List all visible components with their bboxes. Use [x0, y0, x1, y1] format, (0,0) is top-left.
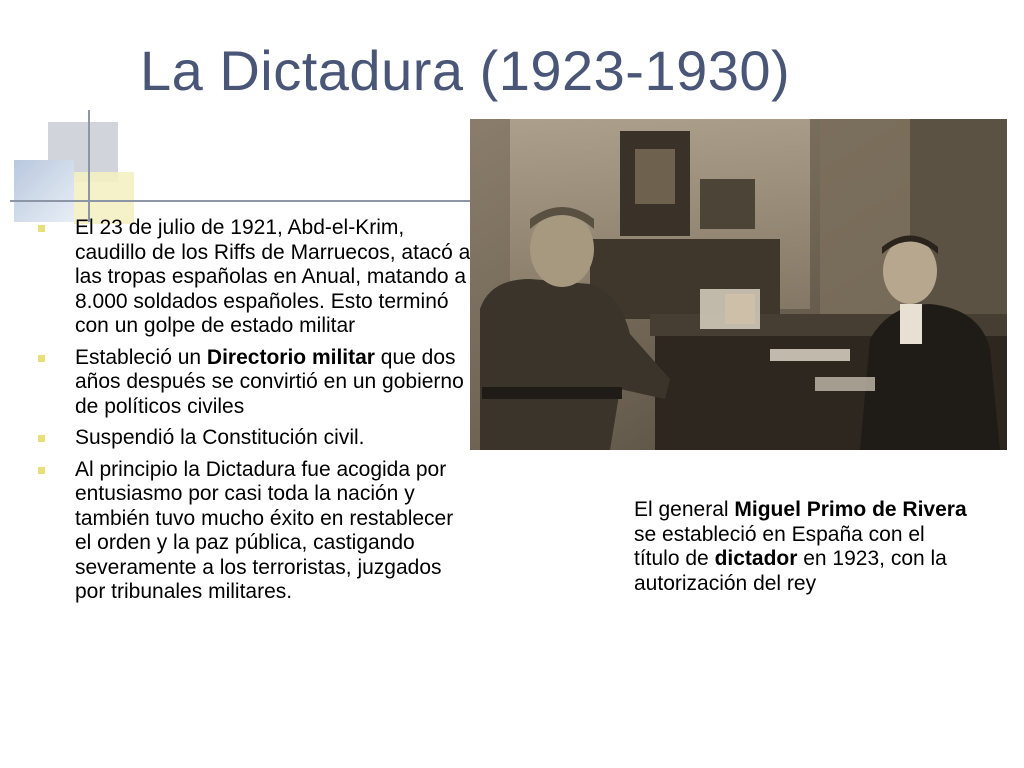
bullet-text: El 23 de julio de 1921, Abd-el-Krim, caudillo de los Riffs de Marruecos, atacó a las tropas españolas en Anual, matando a 8.000 soldados españoles. Esto terminó con un golpe de estado militar	[75, 216, 471, 337]
bullet-text: Suspendió la Constitución civil.	[75, 426, 365, 449]
bullet-marker-icon	[38, 225, 45, 232]
bullet-text-before: Estableció un	[75, 345, 207, 369]
caption-text-2: se estableció en España con el título de	[634, 522, 925, 570]
bullet-item	[34, 346, 472, 420]
bullet-item	[34, 426, 472, 451]
decor-vertical-line	[88, 110, 90, 222]
decor-horizontal-line	[10, 200, 472, 202]
photo-caption	[634, 498, 974, 596]
historical-photo	[470, 119, 1007, 450]
bullet-bold-text: Directorio militar	[206, 345, 375, 369]
bullet-text: Al principio la Dictadura fue acogida por entusiasmo por casi toda la nación y también tuvo mucho éxito en restablecer el orden y la paz pública, castigando severamente a los terroristas, juzgados por tribunales militares.	[75, 457, 454, 603]
caption-text-1: El general	[634, 498, 735, 521]
bullet-marker-icon	[38, 467, 45, 474]
bullet-text-after: que dos años después se convirtió en un gobierno de políticos civiles	[75, 345, 464, 418]
caption-bold-name: Miguel Primo de Rivera	[734, 498, 967, 521]
bullet-marker-icon	[38, 435, 45, 442]
slide-title: La Dictadura (1923-1930)	[140, 39, 791, 102]
bullet-item	[34, 458, 472, 605]
caption-text-3: en 1923, con la autorización del rey	[634, 547, 947, 595]
decor-blue-square	[14, 160, 74, 222]
caption-bold-title: dictador	[714, 547, 798, 570]
bullet-item	[34, 216, 472, 339]
bullet-marker-icon	[38, 355, 45, 362]
bullet-list	[34, 216, 472, 612]
